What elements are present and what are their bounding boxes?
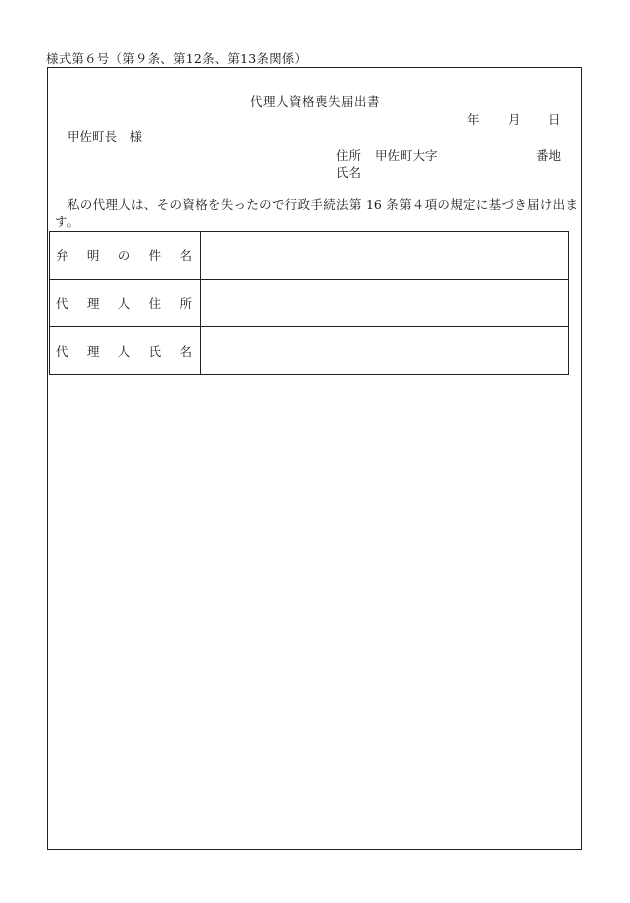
- row-value-agent-name[interactable]: [201, 327, 569, 375]
- address-value: 甲佐町大字: [375, 148, 438, 163]
- date-year-label: 年: [467, 112, 480, 127]
- date-month-label: 月: [508, 112, 521, 127]
- row-value-matter-name[interactable]: [201, 232, 569, 280]
- row-label-matter-name: [50, 232, 201, 280]
- form-frame: [47, 67, 582, 850]
- row-value-agent-address[interactable]: [201, 279, 569, 327]
- table-row: [50, 232, 569, 280]
- label-char: 人: [117, 295, 131, 311]
- info-table: [49, 231, 569, 375]
- label-char: 名: [179, 248, 192, 264]
- date-day-label: 日: [548, 112, 561, 127]
- label-char: 理: [86, 295, 100, 311]
- label-char: 弁: [56, 248, 69, 264]
- table-row: [50, 327, 569, 375]
- addressee: 甲佐町長 様: [67, 129, 143, 144]
- document-title: 代理人資格喪失届出書: [249, 94, 380, 109]
- row-label-agent-name: [50, 327, 201, 375]
- label-char: 名: [179, 343, 192, 359]
- label-char: 明: [86, 248, 100, 264]
- statement-text: 私の代理人は、その資格を失ったので行政手続法第 16 条第４項の規定に基づき届け出ます。: [55, 197, 578, 229]
- address-suffix: 番地: [536, 148, 562, 163]
- name-label: 氏名: [336, 165, 362, 180]
- label-char: の: [117, 248, 131, 264]
- row-label-agent-address: [50, 279, 201, 327]
- label-char: 代: [56, 295, 69, 311]
- label-char: 氏: [148, 343, 162, 359]
- label-char: 住: [148, 295, 162, 311]
- form-reference: 様式第６号（第９条、第12条、第13条関係）: [46, 51, 308, 66]
- table-row: [50, 279, 569, 327]
- label-char: 所: [179, 295, 192, 311]
- label-char: 人: [117, 343, 131, 359]
- label-char: 理: [86, 343, 100, 359]
- label-char: 件: [148, 248, 162, 264]
- address-label: 住所: [336, 148, 362, 163]
- label-char: 代: [56, 343, 69, 359]
